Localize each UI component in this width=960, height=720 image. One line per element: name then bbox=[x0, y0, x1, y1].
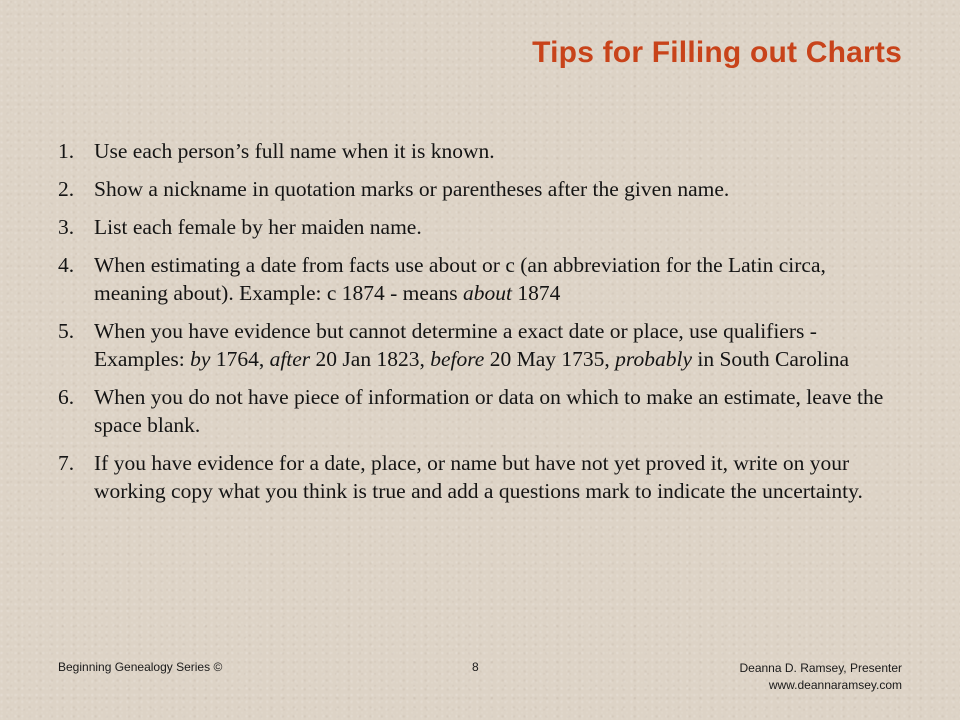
tip-emphasis: before bbox=[430, 347, 485, 371]
tip-emphasis: probably bbox=[615, 347, 692, 371]
tips-list bbox=[58, 137, 904, 515]
tip-segment: When estimating a date from facts use about or c (an abbreviation for the Latin circa, meaning about). Example: c 1874 - means bbox=[94, 253, 826, 305]
footer-presenter-block bbox=[739, 660, 902, 694]
tip-text bbox=[94, 177, 729, 201]
tip-number: 7. bbox=[58, 451, 75, 475]
footer-series: Beginning Genealogy Series © bbox=[58, 660, 223, 674]
tip-item bbox=[58, 213, 904, 241]
tip-emphasis: about bbox=[462, 281, 512, 305]
tip-number: 6. bbox=[58, 385, 75, 409]
tip-emphasis: by bbox=[190, 347, 211, 371]
tip-item bbox=[58, 251, 904, 307]
tip-text bbox=[94, 385, 883, 437]
tip-emphasis: after bbox=[269, 347, 311, 371]
tip-item bbox=[58, 449, 904, 505]
tip-number: 1. bbox=[58, 139, 75, 163]
tip-segment: 1874 bbox=[511, 281, 561, 305]
tip-segment: Show a nickname in quotation marks or parentheses after the given name. bbox=[94, 177, 730, 201]
tip-item bbox=[58, 317, 904, 373]
tip-segment: If you have evidence for a date, place, or name but have not yet proved it, write on your working copy what you think is true and add a questions mark to indicate the uncertainty. bbox=[94, 451, 863, 503]
tip-segment: List each female by her maiden name. bbox=[94, 215, 422, 239]
tip-text bbox=[94, 215, 422, 239]
tip-segment: 20 May 1735, bbox=[484, 347, 616, 371]
footer-page-number: 8 bbox=[472, 660, 479, 674]
tip-number: 2. bbox=[58, 177, 75, 201]
tip-text bbox=[94, 319, 849, 371]
tip-segment: When you have evidence but cannot determine a exact date or place, use qualifiers - Examples: bbox=[94, 319, 817, 371]
footer-presenter: Deanna D. Ramsey, Presenter bbox=[739, 661, 902, 675]
tip-segment: When you do not have piece of information or data on which to make an estimate, leave the space blank. bbox=[94, 385, 884, 437]
tip-segment: Use each person’s full name when it is known. bbox=[94, 139, 495, 163]
tip-number: 4. bbox=[58, 253, 75, 277]
tip-number: 5. bbox=[58, 319, 75, 343]
tip-text bbox=[94, 451, 863, 503]
tip-text bbox=[94, 139, 495, 163]
tip-number: 3. bbox=[58, 215, 75, 239]
tip-segment: 1764, bbox=[210, 347, 270, 371]
footer-website: www.deannaramsey.com bbox=[768, 678, 902, 692]
slide-title: Tips for Filling out Charts bbox=[532, 36, 902, 69]
tip-item bbox=[58, 383, 904, 439]
tip-item bbox=[58, 175, 904, 203]
tip-item bbox=[58, 137, 904, 165]
tip-segment: in South Carolina bbox=[692, 347, 850, 371]
tip-text bbox=[94, 253, 826, 305]
tip-segment: 20 Jan 1823, bbox=[310, 347, 431, 371]
